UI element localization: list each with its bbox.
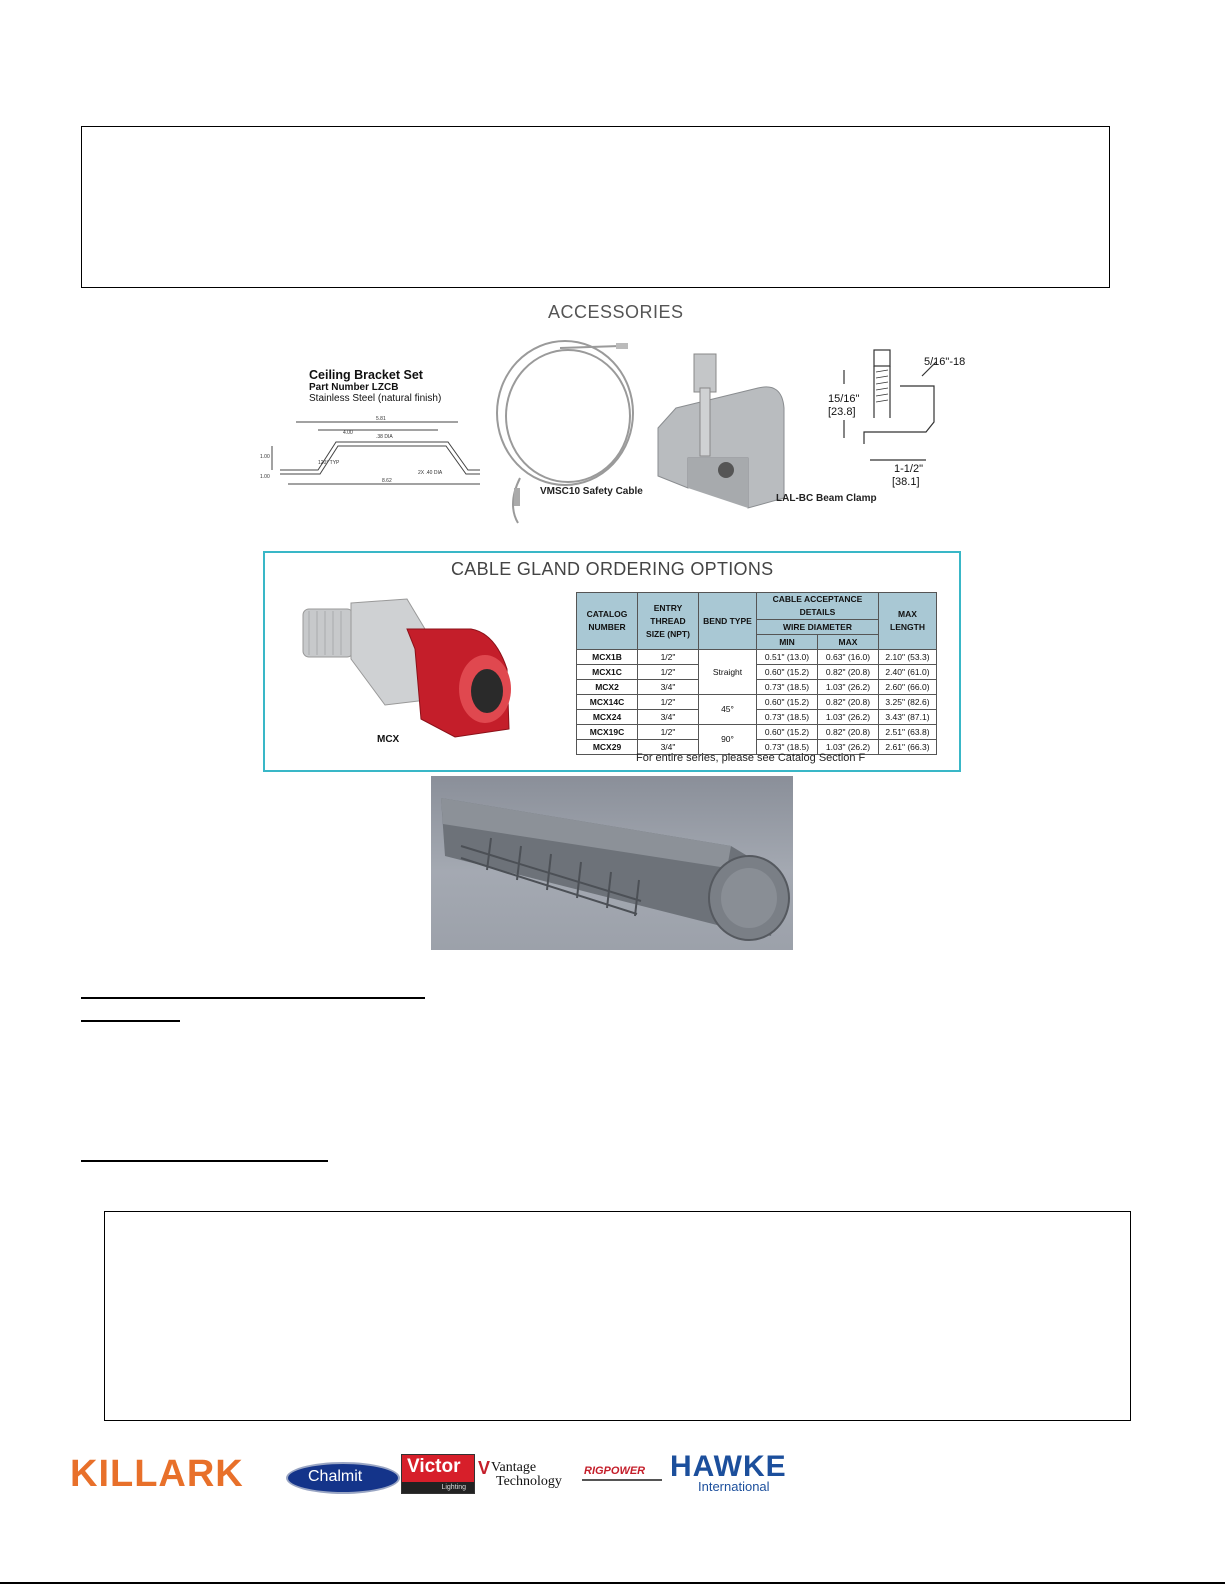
gland-title: CABLE GLAND ORDERING OPTIONS xyxy=(451,559,774,579)
cell-length: 2.10" (53.3) xyxy=(879,650,937,665)
cell-min: 0.51" (13.0) xyxy=(757,650,818,665)
hawke-logo xyxy=(670,1450,810,1494)
safety-cable-label: VMSC10 Safety Cable xyxy=(540,486,643,497)
rigpower-logo xyxy=(582,1463,664,1483)
cell-catalog: MCX19C xyxy=(577,725,638,740)
table-row xyxy=(577,725,937,740)
top-frame xyxy=(81,126,1110,288)
cell-bend: 45° xyxy=(699,695,757,725)
cell-thread: 1/2" xyxy=(638,665,699,680)
hawke-sub: International xyxy=(698,1479,770,1494)
gland-note: For entire series, please see Catalog Section F xyxy=(636,752,866,764)
cell-max: 1.03" (26.2) xyxy=(818,680,879,695)
th-max-length: MAX LENGTH xyxy=(879,593,937,650)
footer-rule xyxy=(0,1582,1225,1584)
cell-length: 2.61" (66.3) xyxy=(879,740,937,755)
killark-logo: KILLARK xyxy=(70,1453,244,1495)
gland-table xyxy=(576,592,937,755)
beam-clamp-label: LAL-BC Beam Clamp xyxy=(776,493,877,504)
table-row xyxy=(577,695,937,710)
mcx-label: MCX xyxy=(377,734,400,745)
cell-catalog: MCX29 xyxy=(577,740,638,755)
cell-max: 0.82" (20.8) xyxy=(818,695,879,710)
cell-max: 0.63" (16.0) xyxy=(818,650,879,665)
vantage-sub: Technology xyxy=(496,1474,562,1489)
cell-length: 2.40" (61.0) xyxy=(879,665,937,680)
cell-min: 0.60" (15.2) xyxy=(757,695,818,710)
svg-text:1.00: 1.00 xyxy=(260,474,270,480)
cell-thread: 1/2" xyxy=(638,650,699,665)
vantage-icon: V xyxy=(478,1458,491,1478)
svg-text:.38 DIA: .38 DIA xyxy=(376,434,393,440)
cell-thread: 3/4" xyxy=(638,680,699,695)
th-min: MIN xyxy=(757,635,818,650)
cell-length: 3.25" (82.6) xyxy=(879,695,937,710)
cell-catalog: MCX14C xyxy=(577,695,638,710)
th-acceptance: CABLE ACCEPTANCE DETAILS xyxy=(757,593,879,620)
bracket-material: Stainless Steel (natural finish) xyxy=(309,393,442,404)
cell-bend: 90° xyxy=(699,725,757,755)
chalmit-text: Chalmit xyxy=(308,1468,363,1485)
cell-max: 1.03" (26.2) xyxy=(818,710,879,725)
svg-text:1.00: 1.00 xyxy=(260,454,270,460)
cell-max: 0.82" (20.8) xyxy=(818,665,879,680)
beam-clamp-image xyxy=(648,348,790,516)
clamp-thread-dim: 5/16"-18 xyxy=(924,356,966,368)
clamp-width-mm: [38.1] xyxy=(892,476,920,488)
hawke-text: HAWKE xyxy=(670,1450,787,1483)
th-bend: BEND TYPE xyxy=(699,593,757,650)
heading-underline xyxy=(81,1020,180,1022)
table-row xyxy=(577,680,937,695)
th-catalog: CATALOG NUMBER xyxy=(577,593,638,650)
cell-length: 3.43" (87.1) xyxy=(879,710,937,725)
cell-max: 1.03" (26.2) xyxy=(818,740,879,755)
victor-sub: Lighting xyxy=(402,1482,474,1493)
chalmit-logo xyxy=(286,1462,400,1494)
clamp-height-mm: [23.8] xyxy=(828,406,856,418)
rigpower-swoosh xyxy=(582,1479,662,1481)
victor-logo xyxy=(401,1454,475,1494)
bottom-frame xyxy=(104,1211,1131,1421)
svg-text:4.00: 4.00 xyxy=(343,430,353,436)
bracket-part: Part Number LZCB xyxy=(309,382,399,393)
cell-min: 0.73" (18.5) xyxy=(757,710,818,725)
mcx-gland-image xyxy=(295,589,525,739)
table-row xyxy=(577,710,937,725)
cell-thread: 3/4" xyxy=(638,740,699,755)
svg-text:120° TYP: 120° TYP xyxy=(318,460,340,466)
cell-catalog: MCX1B xyxy=(577,650,638,665)
svg-text:2X .40 DIA: 2X .40 DIA xyxy=(418,470,443,476)
table-row xyxy=(577,650,937,665)
th-wire-diameter: WIRE DIAMETER xyxy=(757,620,879,635)
rigpower-text: RIGPOWER xyxy=(584,1465,646,1477)
heading-underline xyxy=(81,1160,328,1162)
cable-gland-panel xyxy=(263,551,961,772)
cell-min: 0.73" (18.5) xyxy=(757,740,818,755)
clamp-height-in: 15/16" xyxy=(828,393,860,405)
luminaire-render xyxy=(431,776,793,950)
cell-thread: 1/2" xyxy=(638,725,699,740)
cell-min: 0.73" (18.5) xyxy=(757,680,818,695)
victor-text: Victor xyxy=(407,1456,461,1477)
cell-catalog: MCX24 xyxy=(577,710,638,725)
vantage-text: Vantage xyxy=(491,1460,537,1475)
svg-text:5.81: 5.81 xyxy=(376,416,386,422)
cell-catalog: MCX1C xyxy=(577,665,638,680)
cell-max: 0.82" (20.8) xyxy=(818,725,879,740)
svg-text:8.62: 8.62 xyxy=(382,478,392,484)
cell-bend: Straight xyxy=(699,650,757,695)
accessories-title: ACCESSORIES xyxy=(548,302,684,322)
cell-catalog: MCX2 xyxy=(577,680,638,695)
bracket-drawing xyxy=(258,412,490,492)
table-row xyxy=(577,665,937,680)
cell-min: 0.60" (15.2) xyxy=(757,665,818,680)
th-thread: ENTRY THREAD SIZE (NPT) xyxy=(638,593,699,650)
cell-length: 2.60" (66.0) xyxy=(879,680,937,695)
clamp-width-in: 1-1/2" xyxy=(894,463,923,475)
vantage-logo xyxy=(478,1456,573,1490)
cell-length: 2.51" (63.8) xyxy=(879,725,937,740)
bracket-title: Ceiling Bracket Set xyxy=(309,368,423,382)
safety-cable-image xyxy=(490,338,640,528)
heading-underline xyxy=(81,997,425,999)
cell-min: 0.60" (15.2) xyxy=(757,725,818,740)
cell-thread: 1/2" xyxy=(638,695,699,710)
th-max: MAX xyxy=(818,635,879,650)
cell-thread: 3/4" xyxy=(638,710,699,725)
